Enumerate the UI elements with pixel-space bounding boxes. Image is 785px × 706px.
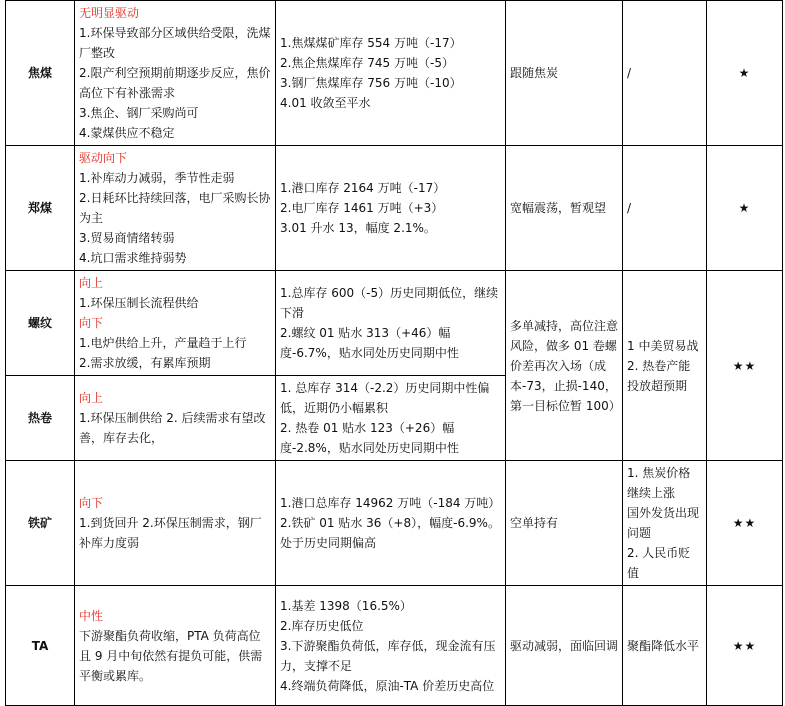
driver-cell — [75, 376, 276, 461]
table-row-ta — [6, 586, 783, 706]
inventory-line: 3.钢厂焦煤库存 756 万吨（-10） — [280, 76, 462, 90]
inventory-cell — [276, 271, 506, 376]
driver-line: 下游聚酯负荷收缩，PTA 负荷高位且 9 月中旬依然有提负可能，供需平衡或累库。 — [79, 628, 263, 683]
table-row-rebar — [6, 271, 783, 376]
strategy-cell: 驱动减弱，面临回调 — [506, 586, 623, 706]
driver-cell — [75, 146, 276, 271]
inventory-line: 4.终端负荷降低，原油-TA 价差历史高位 — [280, 678, 495, 693]
strategy-cell: 宽幅震荡，暂观望 — [506, 146, 623, 271]
risk-cell: / — [623, 146, 707, 271]
rating-stars: ★★ — [707, 586, 783, 706]
driver-line: 1.环保压制长流程供给 — [79, 296, 199, 310]
driver-line: 2.限产利空预期前期逐步反应，焦价高位下有补涨需求 — [79, 66, 271, 100]
driver-label: 向上 — [79, 391, 104, 405]
inventory-line: 2. 热卷 01 贴水 123（+26）幅度-2.8%，贴水同处历史同期中性 — [280, 421, 459, 455]
driver-cell — [75, 1, 276, 146]
rating-stars: ★★ — [707, 461, 783, 586]
inventory-line: 1.焦煤煤矿库存 554 万吨（-17） — [280, 36, 462, 50]
risk-cell — [623, 461, 707, 586]
inventory-cell — [276, 586, 506, 706]
driver-cell — [75, 271, 276, 376]
risk-cell: 聚酯降低水平 — [623, 586, 707, 706]
risk-cell: / — [623, 1, 707, 146]
strategy-cell: 空单持有 — [506, 461, 623, 586]
driver-line: 1.电炉供给上升，产量趋于上行 — [79, 336, 247, 350]
inventory-line: 3.下游聚酯负荷低，库存低，现金流有压力，支撑不足 — [280, 638, 496, 673]
inventory-line: 1. 总库存 314（-2.2）历史同期中性偏低，近期仍小幅累积 — [280, 381, 490, 415]
risk-line: 1 中美贸易战 — [627, 338, 699, 353]
driver-label: 向下 — [79, 496, 104, 510]
driver-label: 中性 — [79, 608, 104, 623]
driver-line: 4.蒙煤供应不稳定 — [79, 126, 175, 140]
commodity-name: 螺纹 — [6, 271, 75, 376]
inventory-line: 2.电厂库存 1461 万吨（+3） — [280, 201, 444, 215]
table-row-thermal-coal — [6, 146, 783, 271]
inventory-line: 1.基差 1398（16.5%） — [280, 598, 412, 613]
driver-up-label: 向上 — [79, 276, 104, 290]
driver-label: 驱动向下 — [79, 151, 128, 165]
inventory-cell — [276, 461, 506, 586]
inventory-line: 4.01 收敛至平水 — [280, 96, 371, 110]
risk-line: 国外发货出现问题 — [627, 506, 700, 540]
commodity-name: 郑煤 — [6, 146, 75, 271]
table-row-iron-ore — [6, 461, 783, 586]
driver-line: 1.补库动力减弱，季节性走弱 — [79, 171, 235, 185]
strategy-cell-steel: 多单减持，高位注意风险，做多 01 卷螺价差再次入场（成本-73，止损-140，第一目标位暂 100） — [506, 271, 623, 461]
inventory-line: 2.铁矿 01 贴水 36（+8），幅度-6.9%。处于历史同期偏高 — [280, 516, 500, 550]
driver-line: 1.环保压制供给 2. 后续需求有望改善，库存去化， — [79, 411, 266, 445]
commodity-name: 焦煤 — [6, 1, 75, 146]
table-row-coking-coal — [6, 1, 783, 146]
inventory-line: 2.库存历史低位 — [280, 618, 364, 633]
commodity-table — [5, 0, 783, 706]
driver-line: 1.环保导致部分区域供给受限，洗煤厂整改 — [79, 26, 271, 60]
risk-cell-steel — [623, 271, 707, 461]
driver-down-label: 向下 — [79, 316, 104, 330]
driver-label: 无明显驱动 — [79, 6, 140, 20]
inventory-line: 1.港口总库存 14962 万吨（-184 万吨） — [280, 496, 501, 510]
inventory-cell — [276, 1, 506, 146]
inventory-line: 2.螺纹 01 贴水 313（+46）幅度-6.7%，贴水同处历史同期中性 — [280, 326, 459, 360]
rating-stars: ★★ — [707, 271, 783, 461]
driver-line: 3.焦企、钢厂采购尚可 — [79, 106, 199, 120]
driver-line: 2.需求放缓，有累库预期 — [79, 356, 211, 370]
inventory-line: 1.总库存 600（-5）历史同期低位，继续下滑 — [280, 286, 499, 320]
risk-line: 2. 人民币贬值 — [627, 546, 691, 580]
commodity-name: TA — [6, 586, 75, 706]
inventory-line: 2.焦企焦煤库存 745 万吨（-5） — [280, 56, 454, 70]
rating-stars: ★ — [707, 146, 783, 271]
commodity-name: 热卷 — [6, 376, 75, 461]
driver-line: 1.到货回升 2.环保压制需求，钢厂补库力度弱 — [79, 516, 262, 550]
rating-stars: ★ — [707, 1, 783, 146]
driver-line: 3.贸易商情绪转弱 — [79, 231, 175, 245]
commodity-name: 铁矿 — [6, 461, 75, 586]
driver-cell — [75, 461, 276, 586]
inventory-line: 3.01 升水 13，幅度 2.1%。 — [280, 221, 436, 235]
inventory-cell — [276, 376, 506, 461]
risk-line: 2. 热卷产能投放超预期 — [627, 358, 691, 393]
driver-line: 4.坑口需求维持弱势 — [79, 251, 187, 265]
driver-cell — [75, 586, 276, 706]
driver-line: 2.日耗环比持续回落，电厂采购长协为主 — [79, 191, 271, 225]
strategy-cell: 跟随焦炭 — [506, 1, 623, 146]
inventory-line: 1.港口库存 2164 万吨（-17） — [280, 181, 446, 195]
risk-line: 1. 焦炭价格继续上涨 — [627, 466, 691, 500]
inventory-cell — [276, 146, 506, 271]
